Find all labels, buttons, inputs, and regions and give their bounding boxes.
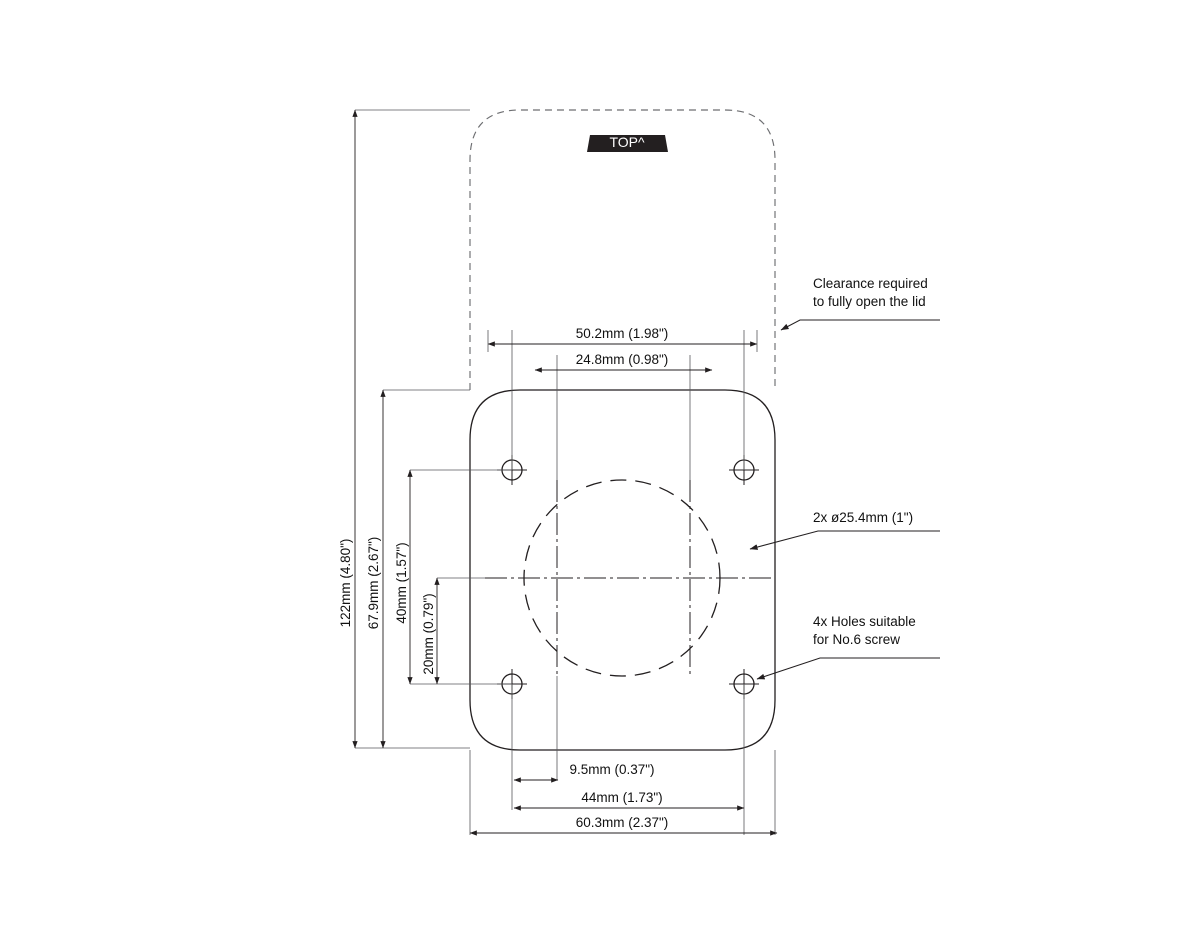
clearance-note-leader — [781, 320, 940, 330]
note-screw-line1: 4x Holes suitable — [813, 614, 916, 629]
note-clearance — [813, 275, 928, 311]
extension-lines — [355, 110, 775, 835]
dim-hole-vertical-inner: 20mm (0.79") — [421, 593, 436, 675]
top-orientation-label-text: TOP^ — [609, 134, 645, 150]
note-screw-holes — [813, 613, 916, 649]
dim-width-hole-span: 50.2mm (1.98") — [575, 326, 669, 341]
note-clearance-line1: Clearance required — [813, 276, 928, 291]
dim-width-overall: 60.3mm (2.37") — [575, 815, 669, 830]
dim-bottom-hole-span: 44mm (1.73") — [581, 790, 663, 805]
note-speaker-diameter — [813, 509, 913, 527]
note-speaker-line1: 2x ø25.4mm (1") — [813, 510, 914, 525]
note-clearance-line2: to fully open the lid — [813, 294, 926, 309]
speaker-note-leader — [750, 531, 940, 549]
top-orientation-label — [587, 134, 667, 152]
enclosure-outline — [470, 390, 775, 750]
dim-height-overall: 122mm (4.80") — [338, 538, 353, 628]
dim-width-inner: 24.8mm (0.98") — [575, 352, 669, 367]
screw-note-leader — [757, 658, 940, 679]
dim-hole-vertical-span: 40mm (1.57") — [394, 542, 409, 624]
note-screw-line2: for No.6 screw — [813, 632, 901, 647]
dim-height-body: 67.9mm (2.67") — [366, 536, 381, 630]
dim-bottom-edge-offset: 9.5mm (0.37") — [569, 762, 655, 777]
